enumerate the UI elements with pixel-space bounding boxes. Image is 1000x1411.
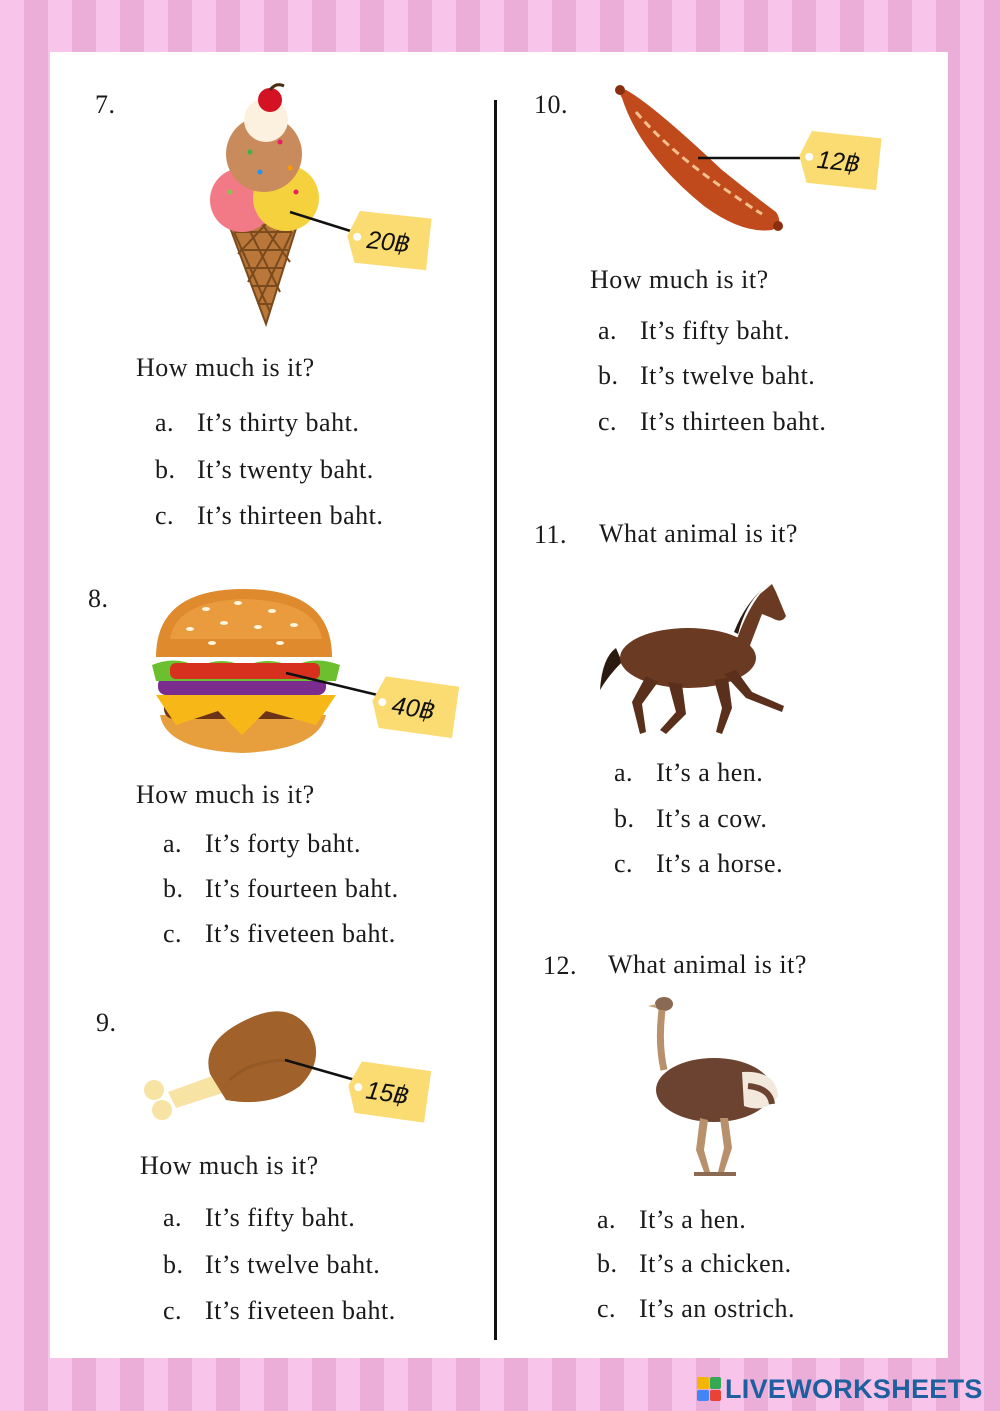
liveworksheets-logo-icon	[697, 1377, 721, 1401]
answer-option-c[interactable]: c. It’s a horse.	[614, 849, 784, 878]
price-tag-label: 20฿	[365, 226, 412, 259]
question-number: 10.	[534, 90, 568, 119]
answer-option-b[interactable]: b. It’s fourteen baht.	[163, 874, 399, 903]
question-text: What animal is it?	[608, 950, 807, 979]
answer-option-a[interactable]: a. It’s forty baht.	[163, 829, 362, 858]
price-tag-label: 15฿	[363, 1076, 412, 1111]
answer-option-c[interactable]: c. It’s an ostrich.	[597, 1294, 796, 1323]
answer-option-a[interactable]: a. It’s fifty baht.	[163, 1203, 356, 1232]
price-tag-label: 40฿	[389, 691, 438, 726]
price-tag-label: 12฿	[815, 145, 862, 179]
answer-option-c[interactable]: c. It’s fiveteen baht.	[163, 919, 396, 948]
question-text: How much is it?	[590, 265, 769, 294]
question-number: 12.	[543, 951, 577, 980]
burger-image	[146, 585, 466, 760]
sausage-image	[612, 84, 892, 244]
liveworksheets-brand[interactable]	[697, 1372, 983, 1406]
question-text: What animal is it?	[599, 519, 798, 548]
answer-option-c[interactable]: c. It’s thirteen baht.	[598, 407, 827, 436]
chicken-leg-image	[140, 1000, 440, 1130]
question-text: How much is it?	[136, 780, 315, 809]
brand-name: LIVEWORKSHEETS	[725, 1373, 983, 1404]
horse-image	[596, 572, 796, 742]
answer-option-c[interactable]: c. It’s fiveteen baht.	[163, 1296, 396, 1325]
answer-option-a[interactable]: a. It’s a hen.	[614, 758, 764, 787]
answer-option-a[interactable]: a. It’s a hen.	[597, 1205, 747, 1234]
answer-option-b[interactable]: b. It’s twelve baht.	[163, 1250, 381, 1279]
question-number: 9.	[96, 1008, 117, 1037]
question-number: 8.	[88, 584, 109, 613]
answer-option-b[interactable]: b. It’s twelve baht.	[598, 361, 816, 390]
column-divider	[494, 100, 497, 1340]
answer-option-c[interactable]: c. It’s thirteen baht.	[155, 501, 384, 530]
answer-option-a[interactable]: a. It’s thirty baht.	[155, 408, 360, 437]
answer-option-b[interactable]: b. It’s a cow.	[614, 804, 768, 833]
question-number: 11.	[534, 520, 568, 549]
answer-option-b[interactable]: b. It’s a chicken.	[597, 1249, 792, 1278]
answer-option-a[interactable]: a. It’s fifty baht.	[598, 316, 791, 345]
answer-option-b[interactable]: b. It’s twenty baht.	[155, 455, 374, 484]
question-text: How much is it?	[136, 353, 315, 382]
question-text: How much is it?	[140, 1151, 319, 1180]
ice-cream-image	[200, 82, 440, 332]
ostrich-image	[640, 994, 800, 1184]
question-number: 7.	[95, 90, 116, 119]
